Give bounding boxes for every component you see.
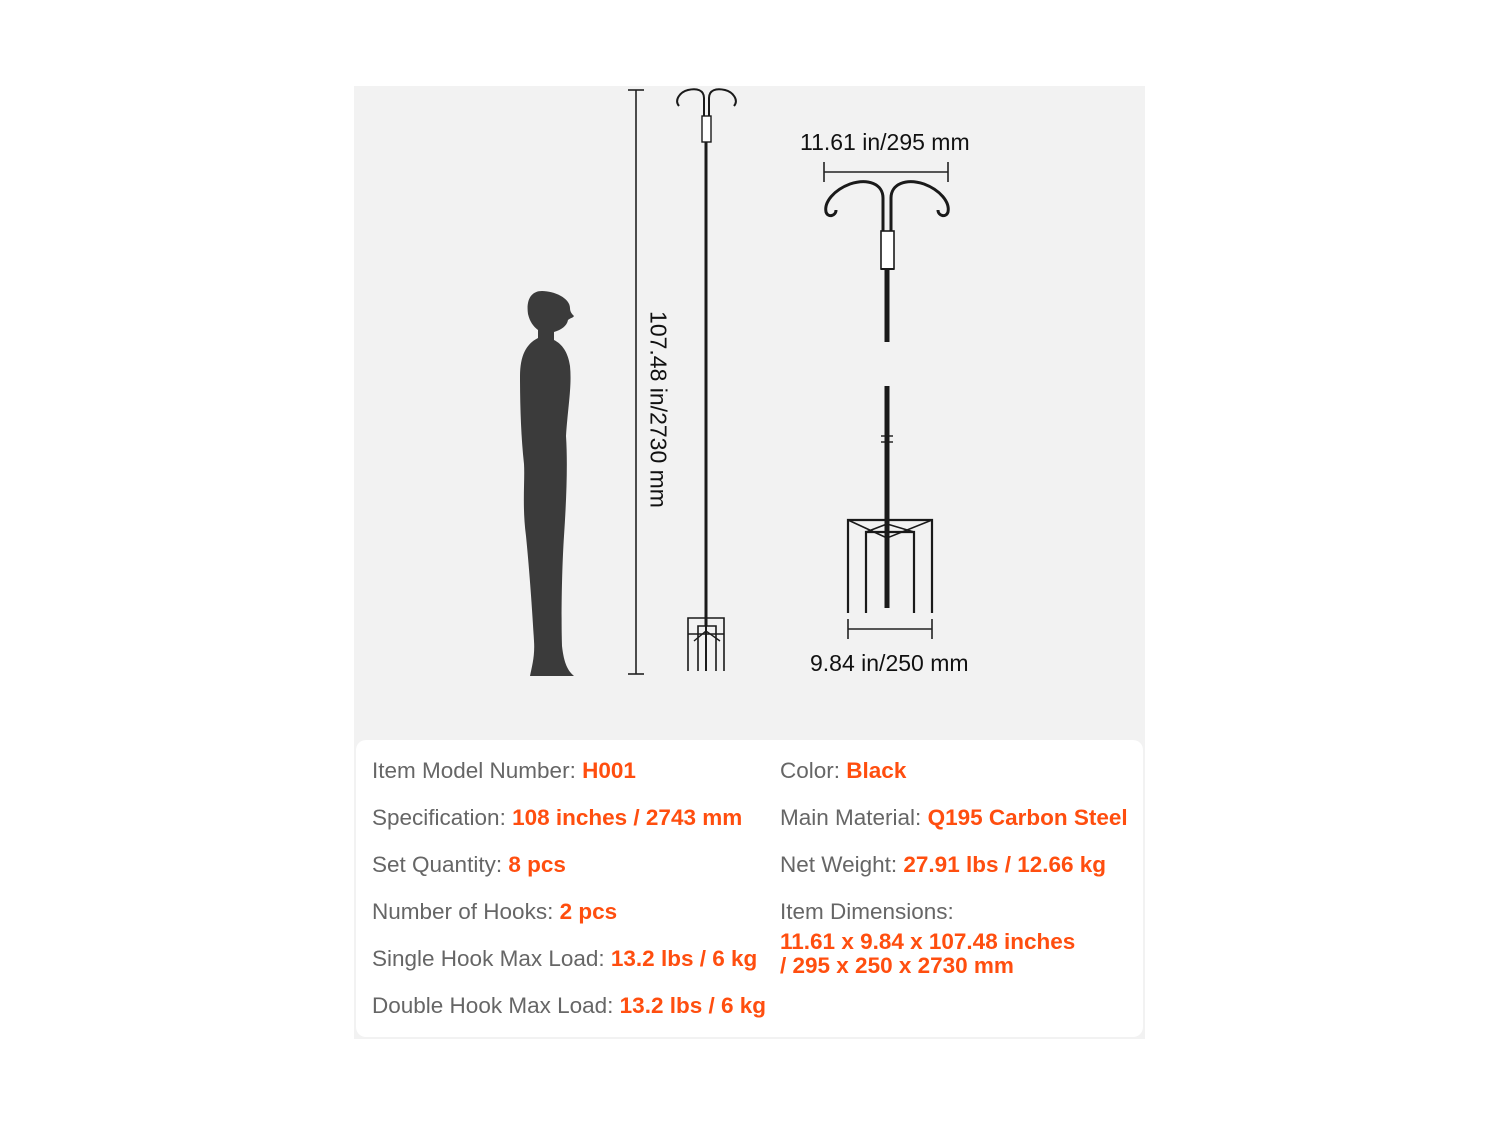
- spec-model-number: Item Model Number: H001: [372, 758, 636, 783]
- product-illustration: [354, 86, 1145, 736]
- base-width-dimension-line: [848, 619, 932, 639]
- human-silhouette-icon: [520, 291, 574, 676]
- spec-table: [356, 740, 1143, 1037]
- spec-single-hook-load: Single Hook Max Load: 13.2 lbs / 6 kg: [372, 946, 758, 971]
- ground-stake-base-icon: [848, 386, 932, 613]
- base-width-label: 9.84 in/250 mm: [810, 650, 969, 676]
- hook-width-dimension-line: [824, 162, 948, 182]
- spec-number-of-hooks: Number of Hooks: 2 pcs: [372, 899, 618, 924]
- spec-main-material: Main Material: Q195 Carbon Steel: [780, 805, 1128, 830]
- shepherd-hook-pole-icon: [677, 89, 736, 671]
- hook-width-label: 11.61 in/295 mm: [800, 129, 970, 155]
- double-hook-top-icon: [826, 182, 949, 342]
- spec-item-dimensions-value: 11.61 x 9.84 x 107.48 inches / 295 x 250 x 2730 mm: [780, 929, 1076, 978]
- height-dimension-line: [628, 90, 644, 674]
- spec-net-weight: Net Weight: 27.91 lbs / 12.66 kg: [780, 852, 1107, 877]
- spec-item-dimensions-label: Item Dimensions:: [780, 899, 954, 924]
- spec-specification: Specification: 108 inches / 2743 mm: [372, 805, 743, 830]
- height-dimension-label: 107.48 in/2730 mm: [645, 311, 672, 508]
- spec-set-quantity: Set Quantity: 8 pcs: [372, 852, 566, 877]
- product-panel: [354, 86, 1145, 1039]
- spec-double-hook-load: Double Hook Max Load: 13.2 lbs / 6 kg: [372, 993, 766, 1018]
- spec-color: Color: Black: [780, 758, 907, 783]
